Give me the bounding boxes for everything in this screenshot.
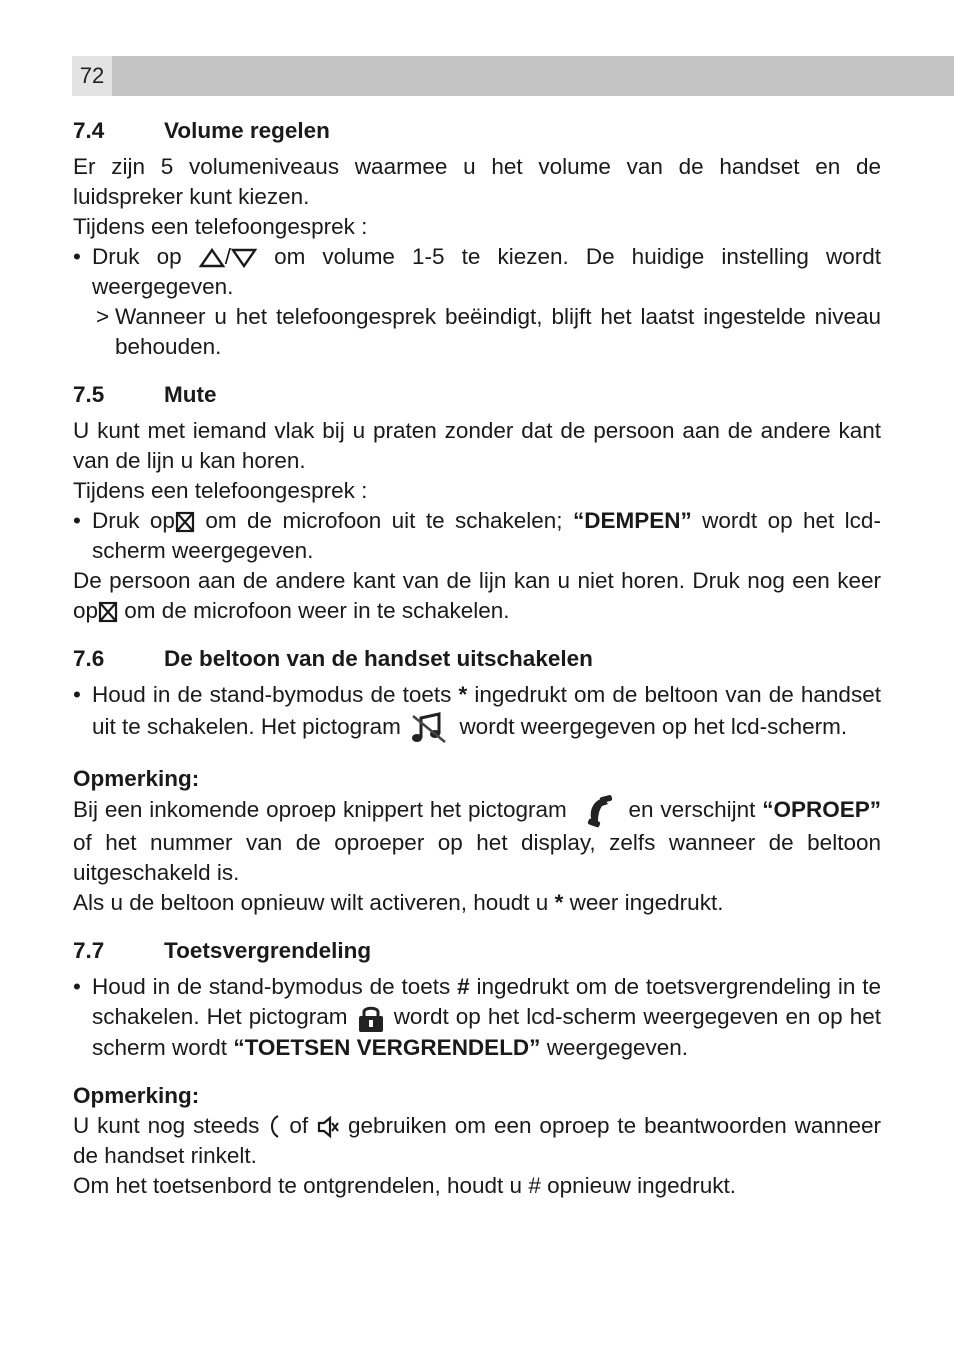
note-title: Opmerking:: [73, 766, 200, 791]
note-title: Opmerking:: [73, 1083, 200, 1109]
section-number: 7.4: [73, 118, 105, 143]
section-7-4-title: [73, 116, 881, 146]
mute-key-icon: [175, 511, 195, 533]
phone-handset-icon: [574, 794, 622, 828]
section-heading: Volume regelen: [164, 118, 330, 143]
page-number: 72: [72, 56, 112, 96]
paragraph: Bij een inkomende oproep knippert het pictogram en verschijnt “OPROEP” of het nummer van de oproeper op het display, zelfs wanneer de beltoon uitgeschakeld is.: [73, 794, 881, 888]
section-heading: Toetsvergrendeling: [164, 938, 372, 963]
ringer-off-icon: [407, 710, 453, 746]
section-heading: De beltoon van de handset uitschakelen: [164, 646, 593, 671]
paragraph: Als u de beltoon opnieuw wilt activeren, houdt u * weer ingedrukt.: [73, 890, 724, 915]
section-number: 7.5: [73, 382, 105, 407]
section-7-7-title: [73, 936, 881, 966]
section-number: 7.6: [73, 646, 105, 671]
section-number: 7.7: [73, 938, 105, 963]
paragraph: U kunt nog steeds of gebruiken om een oproep te beantwoorden wanneer de handset rinkelt.: [73, 1113, 881, 1169]
padlock-icon: [355, 1003, 387, 1033]
paragraph: Tijdens een telefoongesprek :: [73, 478, 368, 503]
bullet-item: • Houd in de stand-bymodus de toets * ingedrukt om de beltoon van de handset uit te schakelen. Het pictogram wordt weergegeven op het lcd-scherm.: [73, 680, 881, 746]
paragraph: De persoon aan de andere kant van de lijn kan u niet horen. Druk nog een keer op om de microfoon weer in te schakelen.: [73, 568, 881, 623]
result-note: > Wanneer u het telefoongesprek beëindigt, blijft het laatst ingestelde niveau behouden.: [96, 304, 881, 359]
header-bar: [72, 56, 954, 96]
paragraph: Er zijn 5 volumeniveaus waarmee u het volume van de handset en de luidspreker kunt kiezen.: [73, 154, 881, 209]
bullet-item: • Druk op / om volume 1-5 te kiezen. De huidige instelling wordt weergegeven.: [73, 244, 881, 299]
section-7-5-title: [73, 380, 881, 410]
talk-key-icon: [267, 1114, 281, 1140]
page-content: [73, 116, 881, 1201]
mute-key-icon: [98, 601, 118, 623]
section-heading: Mute: [164, 382, 217, 407]
bullet-item: • Druk op om de microfoon uit te schakelen; “DEMPEN” wordt op het lcd-scherm weergegeven.: [73, 508, 881, 563]
speaker-key-icon: [316, 1115, 340, 1139]
paragraph: Om het toetsenbord te ontgrendelen, houdt u # opnieuw ingedrukt.: [73, 1173, 736, 1199]
bullet-item: • Houd in de stand-bymodus de toets # ingedrukt om de toetsvergrendeling in te schakelen. Het pictogram wordt op het lcd-scherm weergegeven en op het scherm wordt “TOETSEN VERGRENDELD” weergegeven.: [73, 974, 881, 1061]
paragraph: Tijdens een telefoongesprek :: [73, 214, 368, 239]
paragraph: U kunt met iemand vlak bij u praten zonder dat de persoon aan de andere kant van de lijn u kan horen.: [73, 418, 881, 473]
triangle-down-icon: [231, 248, 257, 268]
section-7-6-title: [73, 644, 881, 674]
triangle-up-icon: [199, 248, 225, 268]
